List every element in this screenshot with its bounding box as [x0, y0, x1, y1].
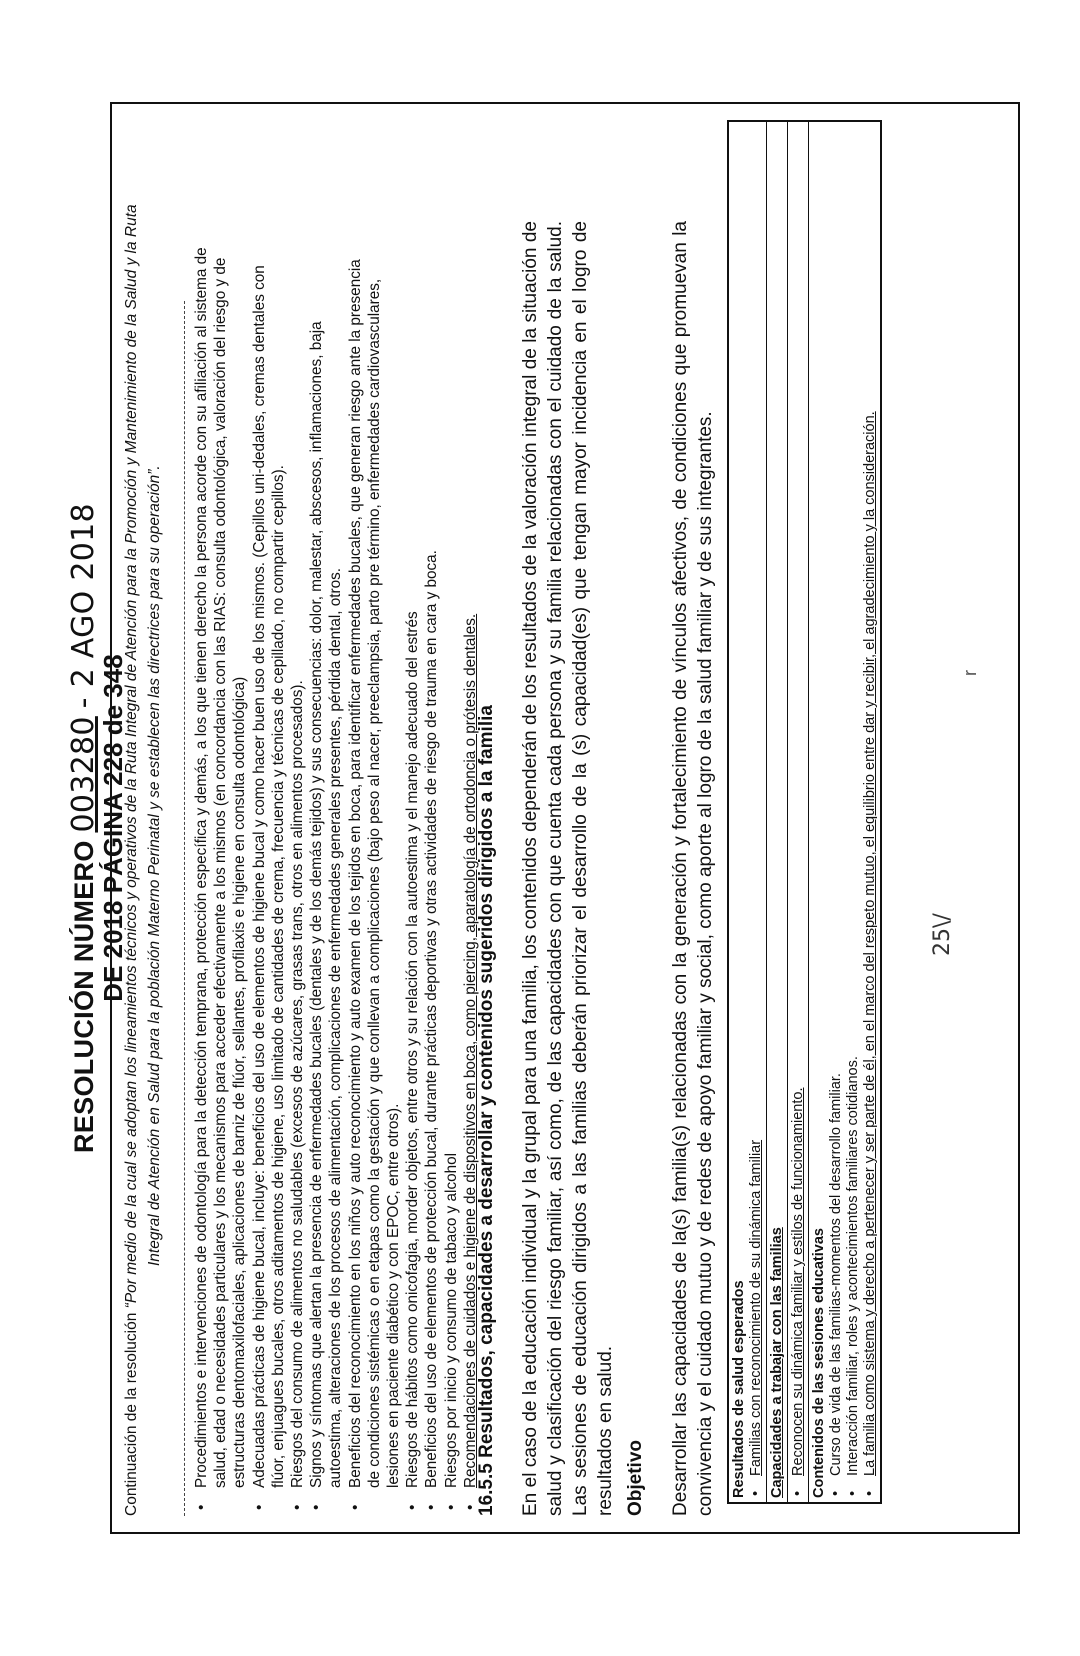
continuation-note — [120, 116, 166, 1516]
bullet-item: • Riesgos de hábitos como onicofagia, morder objetos, entre otros y su relación con la autoestima y el manejo adecuado del estrés — [403, 246, 422, 1516]
page-total: 348 — [98, 654, 128, 698]
results-list — [748, 126, 765, 1498]
contents-item: • Interacción familiar, roles y acontecimientos familiares cotidianos. — [845, 126, 862, 1498]
table-row-capacities — [788, 122, 809, 1502]
bullet-item: • Procedimientos e intervenciones de odontología para la detección temprana, protección específica y demás, a los que tienen derecho la persona acorde con su afiliación al sistema de salud, edad o necesidades particulares y los mecanismos para acceder efectivamente a los mismos (en concordancia con las RIAS: consulta odontológica, valoración del riesgo y de estructuras dentomaxilofaciales, aplicaciones de barniz de flúor, sellantes, profilaxis e higiene en consulta odontológica) — [192, 246, 250, 1516]
dashed-divider — [184, 301, 185, 1516]
date-printed: DE 2018 — [98, 900, 128, 1002]
continuation-line-1 — [120, 116, 143, 1516]
table-row-results — [729, 122, 767, 1502]
continuation-text-1: “Por medio de la cual se adoptan los lineamientos técnicos y operativos de la Ruta Integral de Atención para la Promoción y Mantenimiento de la Salud y la Ruta — [123, 204, 140, 1309]
bullet-item: • Signos y síntomas que alertan la presencia de enfermedades bucales (dentales y de los demás tejidos) y sus consecuencias: dolor, malestar, abscesos, inflamaciones, baja autoestima, alteraciones de los procesos de alimentación, complicaciones de enfermedades generales presentes, pérdida dental, otros. — [307, 246, 345, 1516]
objective-paragraph: Desarrollar las capacidades de la(s) familia(s) relacionadas con la generación y fortalecimiento de vínculos afectivos, de condiciones que promuevan la convivencia y el cuidado mutuo y de redes de apoyo familiar y social, como aporte al logro de la salud familiar y de sus integrantes. — [670, 221, 716, 1516]
handwritten-mark: 25\/ — [930, 913, 955, 956]
resolution-number: 003280 — [66, 716, 101, 833]
bullet-item: • Riesgos del consumo de alimentos no saludables (excesos de azúcares, grasas trans, otros en alimentos procesados). — [288, 246, 307, 1516]
table-row-contents — [809, 122, 880, 1502]
contents-item: • La familia como sistema y derecho a pertenecer y ser parte de él, en el marco del respeto mutuo, el equilibrio entre dar y recibir, el agradecimiento y la consideración. — [862, 126, 879, 1498]
small-mark: r — [960, 670, 980, 676]
bullet-item: • Beneficios del reconocimiento en los niños y auto reconocimiento y auto examen de los tejidos en boca, para identificar enfermedades bucales, que generan riesgo ante la presencia de condiciones sistémicas o en etapas como la gestación y que conllevan a complicaciones (bajo peso al nacer, preeclampsia, parto pre término, enfermedades cardiovasculares, lesiones en paciente diabético y con EPOC, entre otros). — [346, 246, 404, 1516]
continuation-text-2: Integral de Atención en Salud para la población Materno Perinatal y se establecen las directrices para su operación”. — [146, 465, 163, 1266]
bullet-item: • Recomendaciones de cuidados e higiene de dispositivos en boca, como piercing, aparatología de ortodoncia o prótesis dentales. — [461, 246, 480, 1516]
capacities-header: Capacidades a trabajar con las familias — [769, 1227, 785, 1498]
bullet-item: • Adecuadas prácticas de higiene bucal, incluye: beneficios del uso de elementos de higiene bucal y como hacer buen uso de los mismos. (Cepillos uni-dedales, cremas dentales con flúor, enjuagues bucales, otros aditamentos de higiene, uso limitado de cantidades de crema, frecuencia y técnicas de cepillado, no compartir cepillos). — [250, 246, 288, 1516]
contents-list — [828, 126, 879, 1498]
continuation-prefix: Continuación de la resolución — [123, 1312, 140, 1516]
contents-item: • Curso de vida de las familias-momentos del desarrollo familiar. — [828, 126, 845, 1498]
table-row-capacities-header — [767, 122, 788, 1502]
section-paragraph: En el caso de la educación individual y la grupal para una familia, los contenidos dependerán de los resultados de la valoración integral de la situación de salud y clasificación del riesgo familiar, así como, de las capacidades con que cuenta cada persona y su familia relacionadas con el cuidado de la salud. Las sesiones de educación dirigidos a las familias deberán priorizar el desarrollo de la (s) capacidad(es) que tengan mayor incidencia en el logro de resultados en salud. — [520, 221, 616, 1516]
date-handwritten: - 2 AGO 2018 — [66, 503, 101, 709]
bullet-item: • Beneficios del uso de elementos de protección bucal, durante prácticas deportivas y otras actividades de riesgo de trauma en cara y boca. — [422, 246, 441, 1516]
capacities-list — [790, 126, 807, 1498]
family-content-table — [727, 120, 882, 1504]
education-bullet-list — [192, 246, 480, 1516]
contents-header: Contenidos de las sesiones educativas — [811, 1228, 827, 1498]
section-title: 16.5.5 Resultados, capacidades a desarrollar y contenidos sugeridos dirigidos a la familia — [476, 705, 497, 1516]
resolution-label: RESOLUCIÓN NÚMERO — [69, 840, 99, 1153]
results-header: Resultados de salud esperados — [731, 1280, 747, 1498]
results-item: • Familias con reconocimiento de su dinámica familiar — [748, 126, 765, 1498]
page-current: 228 — [98, 742, 128, 786]
header-resolution-number — [66, 0, 101, 1656]
page-of: de — [98, 704, 128, 736]
objective-title: Objetivo — [625, 1439, 646, 1516]
page-label: PÁGINA — [98, 793, 128, 894]
capacities-item: • Reconocen su dinámica familiar y estilos de funcionamiento. — [790, 126, 807, 1498]
bullet-item: • Riesgos por inicio y consumo de tabaco y alcohol — [442, 246, 461, 1516]
